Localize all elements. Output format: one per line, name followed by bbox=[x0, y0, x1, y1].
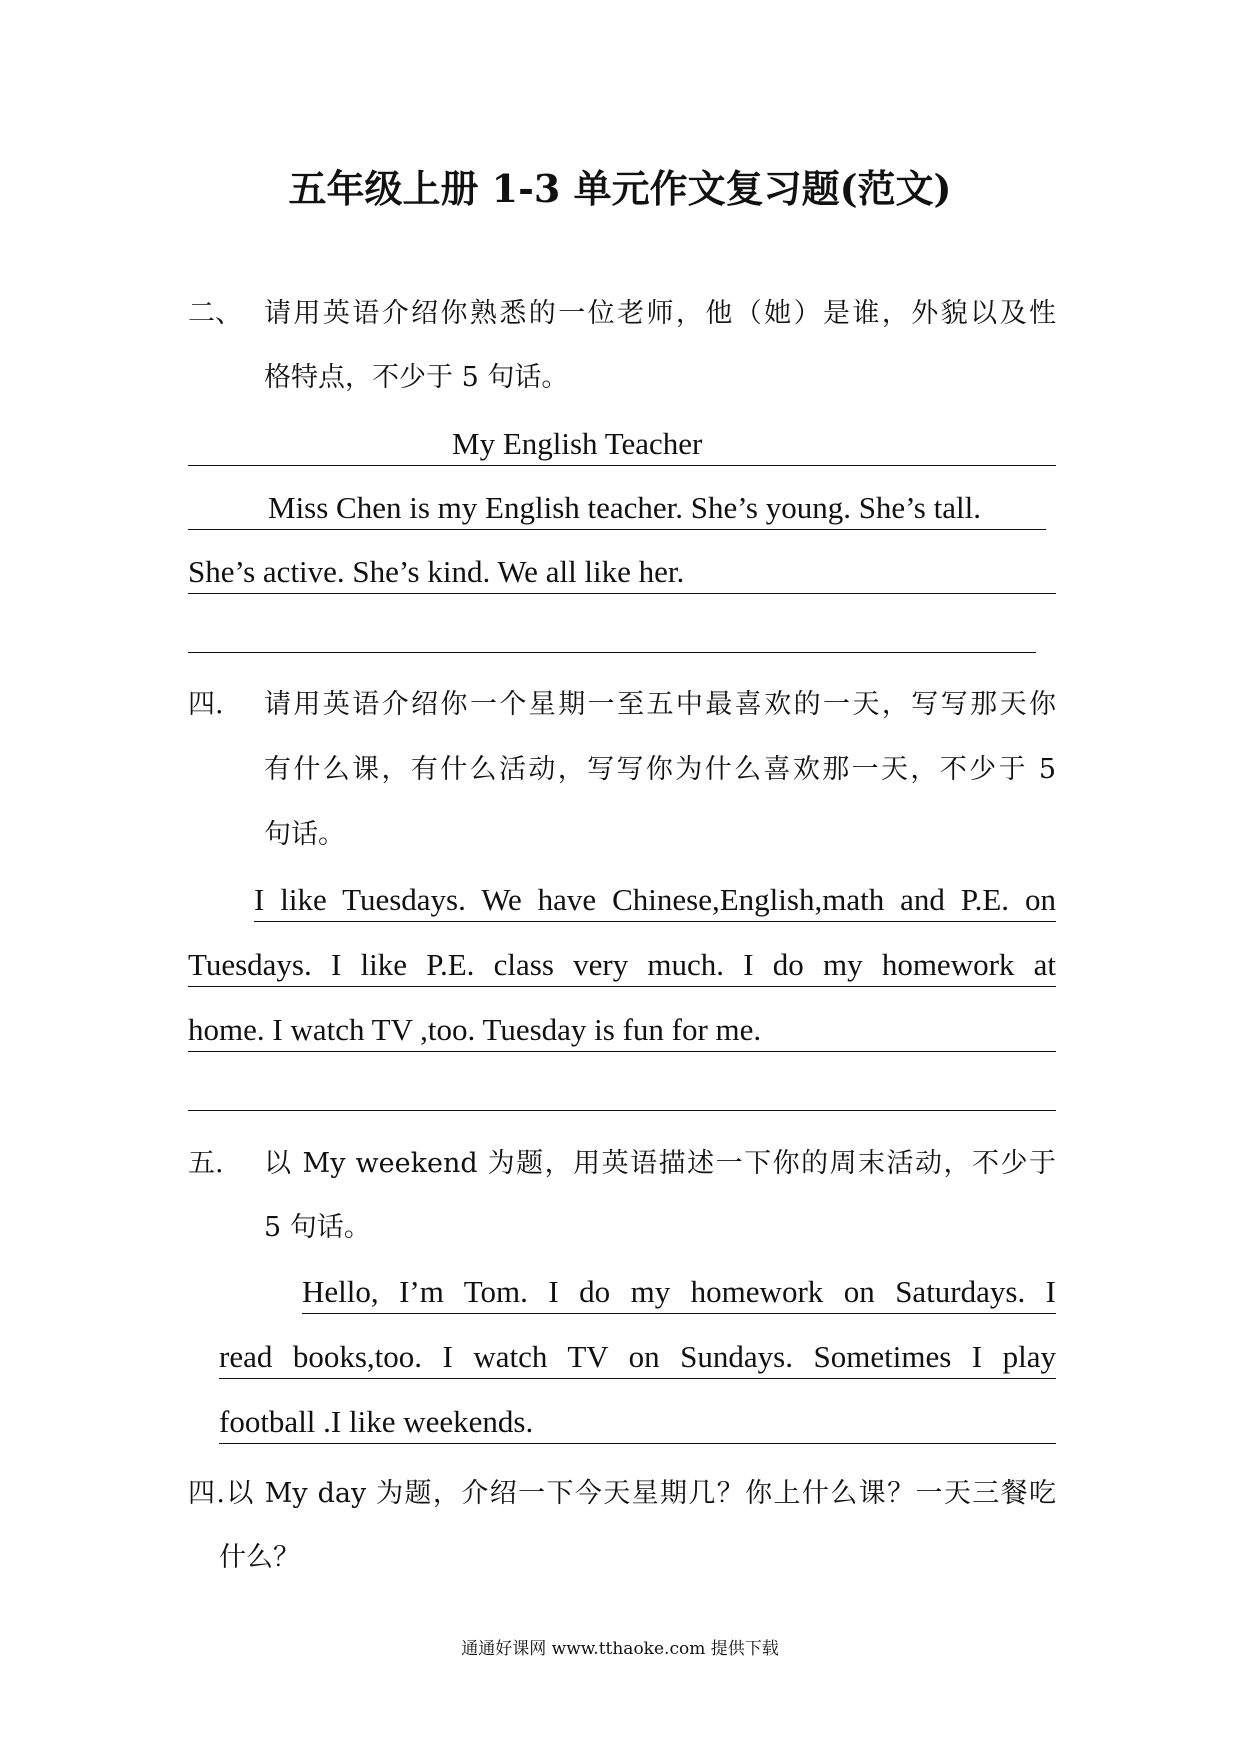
answer-5-line-3: football .I like weekends. bbox=[219, 1402, 1056, 1444]
answer-2-line-2: She’s active. She’s kind. We all like her. bbox=[188, 552, 1056, 594]
question-5-line-1: 以 My weekend 为题，用英语描述一下你的周末活动，不少于 bbox=[264, 1148, 1056, 1179]
answer-5-line-1: Hello, I’m Tom. I do my homework on Saturdays. I bbox=[302, 1272, 1056, 1314]
answer-5-line-2: read books,too. I watch TV on Sundays. Sometimes I play bbox=[219, 1337, 1056, 1379]
question-2-number: 二、 bbox=[188, 298, 242, 329]
answer-4a-line-1: I like Tuesdays. We have Chinese,English,math and P.E. on bbox=[254, 880, 1056, 922]
question-4b-line-2: 什么？ bbox=[219, 1542, 300, 1573]
question-4a-number: 四. bbox=[188, 689, 224, 720]
question-4b-line-1: 四.以 My day 为题，介绍一下今天星期几？你上什么课？一天三餐吃 bbox=[188, 1478, 1056, 1509]
question-4a-line-3: 句话。 bbox=[264, 819, 345, 850]
question-5-number: 五. bbox=[188, 1148, 224, 1179]
blank-answer-line bbox=[188, 1110, 1056, 1111]
blank-answer-line bbox=[188, 652, 1036, 653]
answer-2-line-1: Miss Chen is my English teacher. She’s young. She’s tall. bbox=[188, 488, 1046, 530]
question-2-line-2: 格特点，不少于 5 句话。 bbox=[264, 362, 569, 393]
answer-2-title: My English Teacher bbox=[188, 424, 1056, 466]
footer-text: 通通好课网 www.tthaoke.com 提供下载 bbox=[461, 1639, 779, 1659]
question-5-line-2: 5 句话。 bbox=[264, 1212, 371, 1243]
question-4a-line-2: 有什么课，有什么活动，写写你为什么喜欢那一天，不少于 5 bbox=[264, 754, 1056, 785]
answer-4a-line-3: home. I watch TV ,too. Tuesday is fun for me. bbox=[188, 1010, 1056, 1052]
answer-4a-line-2: Tuesdays. I like P.E. class very much. I do my homework at bbox=[188, 945, 1056, 987]
question-2-line-1: 请用英语介绍你熟悉的一位老师，他（她）是谁，外貌以及性 bbox=[264, 298, 1056, 329]
question-4a-line-1: 请用英语介绍你一个星期一至五中最喜欢的一天，写写那天你 bbox=[264, 689, 1056, 720]
page-title: 五年级上册 1-3 单元作文复习题(范文) bbox=[288, 166, 952, 211]
